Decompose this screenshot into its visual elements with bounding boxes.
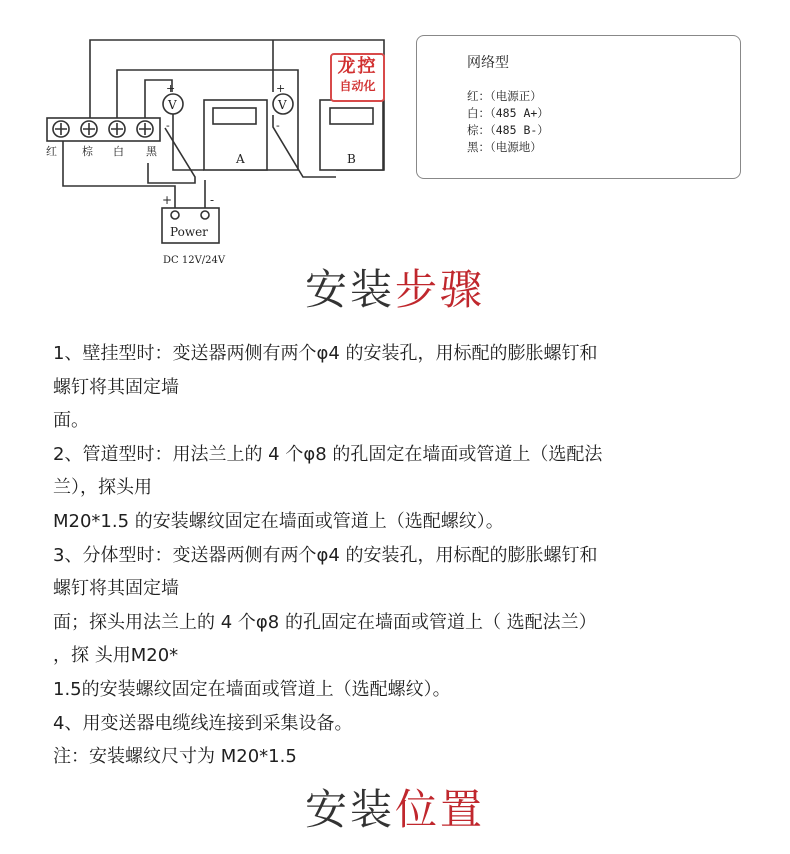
power-label: Power [170,225,208,239]
brand-logo [330,53,385,102]
terminal-label-black: 黑 [146,145,157,158]
legend-item: 白：（485 A+） [467,106,549,120]
terminal-label-red: 红 [46,145,57,158]
legend-item: 黑：（电源地） [467,140,542,154]
network-legend-box [416,35,741,179]
step-line: M20*1.5 的安装螺纹固定在墙面或管道上（选配螺纹）。 [53,510,504,532]
step-line: ，探 头用M20* [53,645,179,667]
voltmeter-b-minus: - [276,119,280,132]
section-title-install-steps [0,265,790,315]
section-title-dark-part: 安装 [304,785,395,834]
section-title-red-part: 位置 [395,785,486,834]
section-title-red-part: 步骤 [395,265,486,314]
step-line: 面。 [53,410,89,432]
install-steps-list [53,337,753,774]
logo-line-2: 自动化 [339,79,376,93]
legend-item: 棕：（485 B-） [467,123,549,137]
step-line: 螺钉将其固定墙 [53,376,179,398]
step-line: 面；探头用法兰上的 4 个φ8 的孔固定在墙面或管道上（ 选配法兰） [53,611,597,633]
step-line: 螺钉将其固定墙 [53,578,179,600]
terminal-label-brown: 棕 [82,145,93,158]
display-b-label: B [347,152,356,166]
voltmeter-a-minus: - [166,119,170,132]
terminal-label-white: 白 [113,145,124,158]
power-terminal-plus [171,211,179,219]
section-title-install-position [0,785,790,835]
logo-line-1: 龙控 [337,56,378,77]
step-line: 注：安装螺纹尺寸为 M20*1.5 [53,746,297,768]
step-line: 1、壁挂型时：变送器两侧有两个φ4 的安装孔，用标配的膨胀螺钉和 [53,343,598,364]
voltmeter-b-plus: + [276,82,286,95]
step-line: 4、用变送器电缆线连接到采集设备。 [53,712,353,734]
power-spec: DC 12V/24V [163,255,226,266]
step-line: 3、分体型时：变送器两侧有两个φ4 的安装孔，用标配的膨胀螺钉和 [53,544,598,566]
section-title-dark-part: 安装 [304,265,395,314]
network-legend-title: 网络型 [467,55,509,71]
power-plus-sign: + [162,193,173,207]
network-legend-list [467,88,549,156]
voltmeter-a-plus: + [166,82,176,95]
display-a-screen [213,108,256,124]
legend-item: 红：（电源正） [467,89,542,103]
step-line: 2、管道型时：用法兰上的 4 个φ8 的孔固定在墙面或管道上（选配法 [53,443,603,465]
power-minus-sign: - [210,193,215,207]
display-a-label: A [236,152,245,166]
voltmeter-a-symbol: V [168,98,177,112]
step-line: 兰），探头用 [53,477,152,499]
display-b-screen [330,108,373,124]
step-line: 1.5的安装螺纹固定在墙面或管道上（选配螺纹）。 [53,678,451,700]
power-terminal-minus [201,211,209,219]
voltmeter-b-symbol: V [278,98,287,112]
